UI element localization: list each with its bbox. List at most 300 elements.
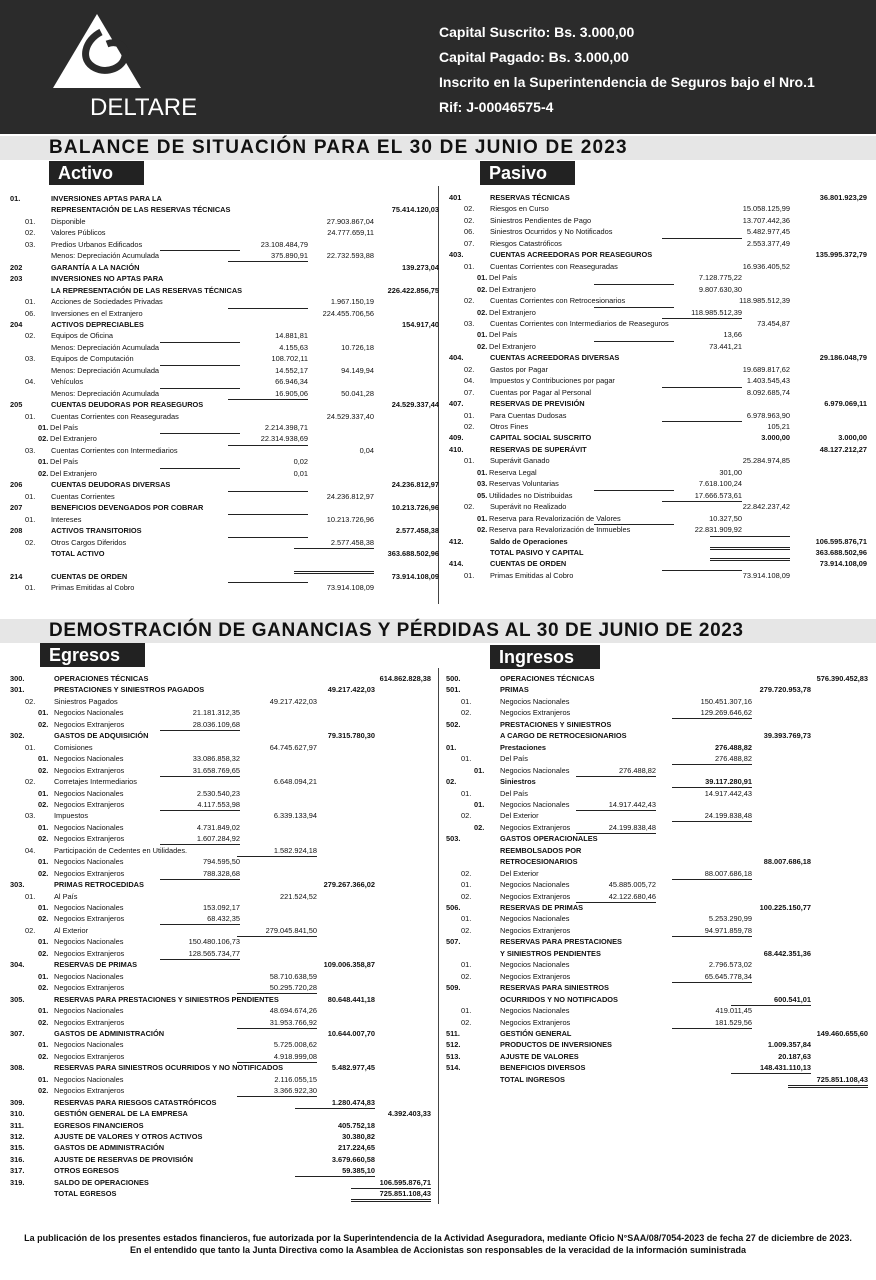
- ingresos-row: [446, 1005, 871, 1016]
- amount-col-1: 14.917.442,43: [576, 799, 656, 811]
- account-label: TOTAL PASIVO Y CAPITAL: [490, 547, 584, 557]
- amount-col-2: 39.117.280,91: [672, 776, 752, 788]
- ingresos-row: [446, 707, 871, 718]
- account-code: 01.: [38, 857, 49, 867]
- amount-col-3: 0,04: [359, 445, 374, 455]
- amount-col-4: 36.801.923,29: [819, 193, 867, 202]
- account-code: 01.: [477, 330, 488, 340]
- amount-col-2: 50.295.720,28: [237, 982, 317, 994]
- activo-row: [10, 491, 430, 502]
- amount-col-3: 1.967.150,19: [330, 297, 374, 307]
- account-label: Riesgos Catastróficos: [490, 238, 562, 248]
- ingresos-row: [446, 799, 871, 810]
- account-label: Inversiones en el Extranjero: [51, 308, 143, 318]
- account-code: 01.: [25, 583, 36, 593]
- egresos-row: [10, 1017, 435, 1028]
- pasivo-row: [449, 501, 869, 512]
- activo-row: [10, 330, 430, 341]
- amount-col-4: 3.000,00: [838, 433, 867, 443]
- amount-col-2: 118.985.512,39: [691, 307, 742, 317]
- ingresos-row: [446, 959, 871, 970]
- amount-col-1: 1.607.284,92: [160, 833, 240, 845]
- account-label: Del País: [489, 330, 517, 340]
- account-code: 01.: [25, 411, 36, 421]
- amount-col-1: 4.731.849,02: [196, 822, 240, 832]
- activo-row: [10, 296, 430, 307]
- header-banner: [0, 0, 876, 134]
- account-label: Negocios Nacionales: [500, 914, 570, 924]
- amount-col-1: 33.086.858,32: [192, 754, 240, 764]
- activo-row: [10, 342, 430, 353]
- account-code: 310.: [10, 1109, 25, 1119]
- amount-col-4: 614.862.828,38: [379, 674, 431, 683]
- account-label: Negocios Nacionales: [500, 799, 570, 809]
- activo-row: [10, 319, 439, 330]
- pasivo-row: [449, 513, 869, 524]
- amount-col-1: 68.432,35: [160, 913, 240, 925]
- account-code: 316.: [10, 1154, 25, 1164]
- egresos-row: [10, 879, 435, 890]
- account-label: OCURRIDOS Y NO NOTIFICADOS: [500, 994, 618, 1004]
- account-label: INVERSIONES APTAS PARA LA: [51, 194, 162, 203]
- amount-col-4: 75.414.120,03: [391, 205, 439, 215]
- amount-col-4: 135.995.372,79: [815, 250, 867, 260]
- amount-col-3: 1.009.357,84: [767, 1040, 811, 1050]
- account-label: Negocios Nacionales: [54, 822, 124, 832]
- account-label: Menos: Depreciación Acumulada: [51, 342, 160, 352]
- account-code: 02.: [25, 925, 36, 935]
- account-label: Negocios Nacionales: [500, 765, 570, 775]
- account-code: 502.: [446, 719, 461, 729]
- ingresos-row: [446, 1051, 871, 1062]
- amount-col-2: 276.488,82: [715, 742, 752, 752]
- account-code: 02.: [464, 364, 475, 374]
- account-code: 02.: [461, 971, 472, 981]
- egresos-row: [10, 833, 435, 844]
- delta-logo-icon: [45, 10, 205, 100]
- account-code: 03.: [25, 445, 36, 455]
- account-code: 02.: [474, 822, 485, 832]
- account-label: Menos: Depreciación Acumulada: [51, 251, 160, 261]
- account-label: Negocios Nacionales: [54, 788, 124, 798]
- column-divider: [438, 186, 439, 604]
- amount-col-2: 10.327,50: [709, 513, 742, 523]
- egresos-row: [10, 936, 435, 947]
- account-code: 202: [10, 262, 23, 272]
- account-code: 01.: [38, 971, 49, 981]
- account-code: 500.: [446, 674, 461, 683]
- account-label: Negocios Nacionales: [54, 1006, 124, 1016]
- account-label: RESERVAS PARA SINIESTROS OCURRIDOS Y NO NOTIFICADOS: [54, 1063, 284, 1073]
- activo-row: [10, 445, 430, 456]
- account-code: 514.: [446, 1063, 461, 1073]
- account-label: Impuestos: [54, 811, 89, 821]
- amount-col-1: 794.595,50: [203, 857, 240, 867]
- account-label: RESERVAS DE PREVISIÓN: [490, 399, 585, 409]
- account-code: 02.: [464, 296, 475, 306]
- egresos-row: [10, 1188, 435, 1199]
- amount-col-2: 65.645.778,34: [672, 971, 752, 983]
- egresos-row: [10, 994, 435, 1005]
- egresos-row: [10, 765, 435, 776]
- ingresos-row: [446, 994, 871, 1005]
- ingresos-row: [446, 891, 871, 902]
- amount-col-3: 6.978.963,90: [746, 410, 790, 420]
- account-code: 06.: [464, 227, 475, 237]
- amount-col-4: 2.577.458,38: [395, 526, 439, 536]
- account-label: RESERVAS PARA RIESGOS CATASTRÓFICOS: [54, 1097, 217, 1107]
- amount-col-2: 2.116.055,15: [274, 1074, 317, 1084]
- ingresos-row: [446, 730, 871, 741]
- egresos-row: [10, 1097, 435, 1108]
- pasivo-row: [449, 524, 869, 535]
- account-code: 403.: [449, 250, 464, 260]
- egresos-row: [10, 1142, 435, 1153]
- account-label: Negocios Extranjeros: [500, 1017, 571, 1027]
- egresos-row: [10, 776, 435, 787]
- pasivo-row: [449, 352, 869, 363]
- amount-col-3: 22.842.237,42: [742, 502, 790, 512]
- amount-col-4: 154.917,40: [402, 319, 439, 329]
- account-code: 02.: [38, 914, 49, 924]
- account-code: 02.: [464, 502, 475, 512]
- account-label: REEMBOLSADOS POR: [500, 845, 582, 855]
- account-code: 01.: [461, 960, 472, 970]
- amount-col-3: 109.006.358,87: [323, 960, 375, 970]
- brand-name: DELTARE: [90, 94, 198, 121]
- account-label: Negocios Extranjeros: [54, 1017, 125, 1027]
- balance-title: BALANCE DE SITUACIÓN PARA EL 30 DE JUNIO DE 2023: [49, 137, 628, 158]
- ingresos-row: [446, 810, 871, 821]
- account-label: CUENTAS DE ORDEN: [51, 571, 128, 581]
- account-label: Negocios Extranjeros: [54, 948, 125, 958]
- rif: Rif: J-00046575-4: [439, 99, 554, 115]
- amount-col-3: 279.267.366,02: [323, 880, 375, 890]
- amount-col-3: 80.648.441,18: [327, 994, 375, 1004]
- egresos-row: [10, 971, 435, 982]
- pasivo-row: [449, 467, 869, 478]
- account-code: 503.: [446, 834, 461, 844]
- account-code: 407.: [449, 399, 464, 409]
- egresos-row: [10, 707, 435, 718]
- account-code: 02.: [464, 422, 475, 431]
- account-code: 02.: [477, 341, 488, 351]
- ingresos-row: [446, 948, 871, 959]
- account-code: 04.: [25, 845, 36, 855]
- account-code: 207: [10, 503, 23, 513]
- account-code: 319.: [10, 1177, 25, 1187]
- egresos-row: [10, 982, 435, 993]
- footer-line-1: La publicación de los presentes estados financieros, fue autorizada por la Superintendencia de la Actividad Aseguradora, mediante Oficio N°SAA/08/7054-2023 de fecha 27 de diciembre de 2023.: [24, 1233, 852, 1243]
- account-label: Siniestros Ocurridos y No Notificados: [490, 227, 613, 237]
- account-label: Participación de Cedentes en Utilidades.: [54, 845, 188, 855]
- egresos-header: Egresos: [40, 643, 145, 667]
- egresos-row: [10, 1131, 435, 1142]
- account-code: 315.: [10, 1143, 25, 1153]
- account-code: 02.: [461, 708, 472, 718]
- account-label: Utilidades no Distribuidas: [489, 490, 573, 500]
- egresos-row: [10, 902, 435, 913]
- account-label: TOTAL EGRESOS: [54, 1189, 117, 1199]
- account-code: 02.: [461, 868, 472, 878]
- egresos-row: [10, 1108, 435, 1119]
- amount-col-4: 139.273,04: [402, 262, 439, 272]
- account-code: 01.: [461, 914, 472, 924]
- pasivo-row: [449, 421, 869, 432]
- amount-col-3: 73.914.108,09: [742, 570, 790, 580]
- account-code: 01.: [38, 457, 49, 467]
- account-code: 03.: [25, 354, 36, 364]
- account-code: 06.: [25, 308, 36, 318]
- amount-col-2: 221.524,52: [280, 891, 317, 901]
- account-label: Negocios Nacionales: [54, 754, 124, 764]
- account-label: Acciones de Sociedades Privadas: [51, 297, 163, 307]
- amount-col-2: 4.918.999,08: [237, 1051, 317, 1063]
- account-code: 01.: [38, 937, 49, 947]
- account-label: Gastos por Pagar: [490, 364, 548, 374]
- account-code: 02.: [461, 925, 472, 935]
- pasivo-row: [449, 238, 869, 249]
- account-code: 203: [10, 274, 23, 284]
- amount-col-2: 129.269.646,62: [672, 707, 752, 719]
- account-label: Negocios Extranjeros: [500, 822, 571, 832]
- account-label: AJUSTE DE VALORES: [500, 1051, 579, 1061]
- amount-col-4: 725.851.108,43: [351, 1188, 431, 1202]
- amount-col-3: 217.224,65: [338, 1143, 375, 1153]
- amount-col-2: 0,02: [293, 457, 308, 467]
- activo-row: [10, 559, 430, 570]
- account-code: 01.: [461, 754, 472, 764]
- account-label: Negocios Extranjeros: [500, 891, 571, 901]
- amount-col-2: 2.796.573,02: [708, 960, 752, 970]
- egresos-row: [10, 810, 435, 821]
- activo-row: [10, 548, 439, 559]
- account-label: Para Cuentas Dudosas: [490, 410, 567, 420]
- account-code: 01.: [477, 467, 488, 477]
- account-code: 317.: [10, 1166, 25, 1176]
- activo-row: [10, 399, 439, 410]
- account-label: Menos: Depreciación Acumulada: [51, 365, 160, 375]
- account-code: 01.: [38, 788, 49, 798]
- amount-col-2: 2.214.398,71: [264, 423, 308, 432]
- amount-col-1: 150.480.106,73: [188, 937, 240, 947]
- account-label: Riesgos en Curso: [490, 204, 549, 214]
- account-label: Siniestros: [500, 777, 536, 787]
- account-label: CUENTAS ACREEDORAS DIVERSAS: [490, 353, 620, 363]
- account-label: Siniestros Pagados: [54, 696, 118, 706]
- amount-col-3: 224.455.706,56: [322, 308, 374, 318]
- pasivo-row: [449, 329, 869, 340]
- account-label: Del Extranjero: [489, 284, 536, 294]
- amount-col-2: 9.807.630,30: [698, 284, 742, 294]
- pasivo-row: [449, 547, 869, 558]
- account-label: Menos: Depreciación Acumulada: [51, 388, 160, 398]
- account-code: 01.: [25, 491, 36, 501]
- ingresos-row: [446, 833, 871, 844]
- amount-col-4: 10.213.726,96: [391, 503, 439, 513]
- account-code: 205: [10, 400, 23, 410]
- pasivo-row: [449, 410, 869, 421]
- amount-col-2: 279.045.841,50: [237, 925, 317, 937]
- account-label: Del País: [500, 788, 528, 798]
- account-label: Negocios Extranjeros: [500, 925, 571, 935]
- ingresos-row: [446, 856, 871, 867]
- amount-col-3: 27.903.867,04: [326, 216, 374, 226]
- amount-col-3: 15.058.125,99: [742, 204, 790, 214]
- account-label: Vehículos: [51, 377, 84, 387]
- account-code: 507.: [446, 937, 461, 947]
- account-label: Corretajes Intermediarios: [54, 777, 137, 787]
- account-code: 05.: [477, 490, 488, 500]
- amount-col-3: 73.914.108,09: [326, 583, 374, 593]
- amount-col-3: [710, 547, 790, 550]
- ingresos-row: [446, 1028, 871, 1039]
- amount-col-3: 118.985.512,39: [739, 296, 790, 306]
- amount-col-2: 23.108.484,79: [260, 239, 308, 249]
- activo-row: [10, 216, 430, 227]
- account-code: 01.: [25, 216, 36, 226]
- ingresos-header: Ingresos: [490, 645, 600, 669]
- amount-col-2: 22.831.909,92: [694, 525, 742, 535]
- amount-col-4: 106.595.876,71: [351, 1177, 431, 1189]
- amount-col-2: 22.314.938,69: [260, 434, 308, 444]
- egresos-row: [10, 913, 435, 924]
- account-code: 01.: [38, 822, 49, 832]
- amount-col-1: 31.658.769,65: [160, 765, 240, 777]
- amount-col-4: 4.392.403,33: [387, 1109, 431, 1119]
- account-code: 07.: [464, 387, 475, 397]
- account-label: Negocios Nacionales: [54, 971, 124, 981]
- account-label: LA REPRESENTACIÓN DE LAS RESERVAS TÉCNICAS: [51, 285, 243, 295]
- pasivo-row: [449, 364, 869, 375]
- pasivo-row: [449, 307, 869, 318]
- amount-col-2: 17.666.573,61: [694, 490, 742, 500]
- account-code: 02.: [477, 284, 488, 294]
- registro-superintendencia: Inscrito en la Superintendencia de Seguros bajo el Nro.1: [439, 74, 815, 90]
- amount-col-2: 6.648.094,21: [273, 777, 317, 787]
- account-code: 412.: [449, 536, 464, 546]
- activo-row: [10, 239, 430, 250]
- ingresos-row: [446, 902, 871, 913]
- pasivo-row: [449, 192, 869, 203]
- amount-col-3: 24.777.659,11: [327, 228, 374, 238]
- amount-col-2: 375.890,91: [228, 250, 308, 262]
- account-label: Reserva Legal: [489, 467, 537, 477]
- account-code: 02.: [38, 1086, 49, 1096]
- pasivo-row: [449, 203, 869, 214]
- account-label: RESERVAS DE SUPERÁVIT: [490, 444, 587, 454]
- amount-col-1: 45.885.005,72: [608, 880, 656, 890]
- pl-title-bar: [0, 619, 876, 643]
- account-label: PRODUCTOS DE INVERSIONES: [500, 1040, 612, 1050]
- activo-row: [10, 365, 430, 376]
- egresos-row: [10, 799, 435, 810]
- activo-row: [10, 537, 430, 548]
- account-label: GESTIÓN GENERAL DE LA EMPRESA: [54, 1109, 188, 1119]
- account-label: Primas Emitidas al Cobro: [51, 583, 135, 593]
- pasivo-row: [449, 478, 869, 489]
- amount-col-4: 73.914.108,09: [819, 559, 867, 569]
- pasivo-row: [449, 375, 869, 386]
- footer-line-2: En el entendido que tanto la Junta Directiva como la Asamblea de Accionistas son responsables de la veracidad de la información suministrada: [129, 1245, 746, 1255]
- amount-col-2: 7.618.100,24: [698, 479, 742, 489]
- amount-col-3: 2.553.377,49: [746, 238, 790, 248]
- account-label: Negocios Nacionales: [500, 1006, 570, 1016]
- ingresos-row: [446, 696, 871, 707]
- account-label: RESERVAS PARA SINIESTROS: [500, 983, 609, 993]
- account-code: 305.: [10, 994, 25, 1004]
- account-code: 01.: [25, 891, 36, 901]
- account-code: 01.: [38, 708, 49, 718]
- account-label: Negocios Extranjeros: [54, 1051, 125, 1061]
- egresos-row: [10, 1165, 435, 1176]
- account-label: BENEFICIOS DEVENGADOS POR COBRAR: [51, 503, 204, 513]
- account-code: 02.: [461, 891, 472, 901]
- amount-col-3: 19.689.817,62: [742, 364, 790, 374]
- account-label: OPERACIONES TÉCNICAS: [54, 674, 149, 683]
- account-code: 02.: [25, 228, 36, 238]
- pasivo-row: [449, 570, 869, 581]
- account-label: Al Exterior: [54, 925, 89, 935]
- account-label: Comisiones: [54, 742, 93, 752]
- activo-row: [10, 285, 439, 296]
- ingresos-row: [446, 742, 871, 753]
- pasivo-row: [449, 455, 869, 466]
- account-label: Impuestos y Contribuciones por pagar: [490, 376, 615, 386]
- account-label: Del País: [489, 273, 517, 283]
- amount-col-2: 73.441,21: [709, 341, 742, 351]
- amount-col-2: 14.881,81: [275, 331, 308, 341]
- account-code: 01.: [461, 880, 472, 890]
- account-code: 404.: [449, 353, 464, 363]
- account-label: GESTIÓN GENERAL: [500, 1028, 572, 1038]
- amount-col-2: 66.946,34: [275, 377, 308, 387]
- column-divider-pl: [438, 668, 439, 1204]
- egresos-row: [10, 1051, 435, 1062]
- ingresos-row: [446, 913, 871, 924]
- activo-row: [10, 308, 430, 319]
- egresos-row: [10, 868, 435, 879]
- activo-row: [10, 525, 439, 536]
- amount-col-2: 419.011,45: [715, 1006, 752, 1016]
- egresos-row: [10, 1028, 435, 1039]
- amount-col-3: 5.482.977,45: [746, 227, 790, 237]
- account-label: RESERVAS DE PRIMAS: [54, 960, 138, 970]
- account-code: 02.: [38, 983, 49, 993]
- amount-col-4: 363.688.502,96: [387, 548, 439, 558]
- account-label: Reserva para Revalorización de Valores: [489, 513, 621, 523]
- account-label: Otros Fines: [490, 422, 529, 431]
- pasivo-row: [449, 490, 869, 501]
- amount-col-1: 24.199.838,48: [576, 822, 656, 834]
- account-code: 311.: [10, 1120, 24, 1130]
- amount-col-2: 14.917.442,43: [704, 788, 752, 798]
- ingresos-row: [446, 684, 871, 695]
- activo-row: [10, 479, 439, 490]
- amount-col-1: 128.565.734,77: [160, 948, 240, 960]
- activo-row: [10, 422, 430, 433]
- account-label: GARANTÍA A LA NACIÓN: [51, 262, 140, 272]
- company-info: [439, 20, 815, 120]
- amount-col-3: [710, 536, 790, 537]
- amount-col-3: 94.149,94: [341, 365, 374, 375]
- amount-col-2: 48.694.674,26: [269, 1006, 317, 1016]
- activo-row: [10, 250, 430, 261]
- amount-col-3: 405.752,18: [338, 1120, 375, 1130]
- account-label: Negocios Extranjeros: [54, 834, 125, 844]
- amount-col-4: 149.460.655,60: [816, 1028, 868, 1038]
- account-code: 02.: [464, 204, 475, 214]
